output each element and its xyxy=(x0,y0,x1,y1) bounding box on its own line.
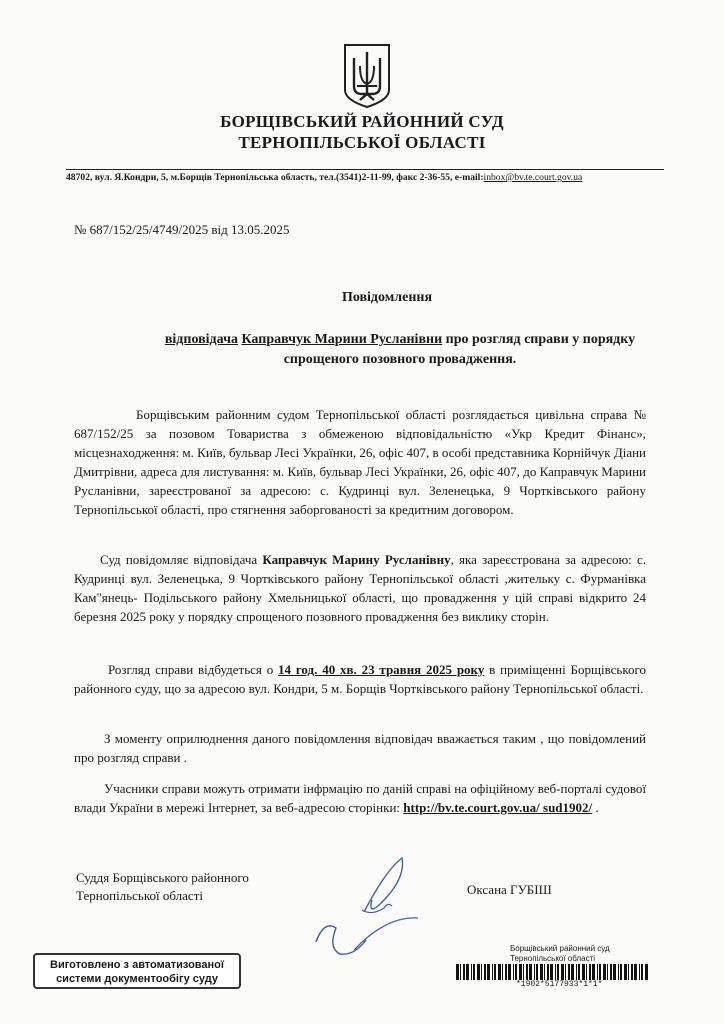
document-title: Повідомлення xyxy=(341,290,433,305)
court-website-link[interactable]: http://bv.te.court.gov.ua/ sud1902/ xyxy=(403,800,593,815)
court-address: 48702, вул. Я.Кондри, 5, м.Борщів Тернопільська область, тел.(3541)2-11-99, факс 2-36-55, e-mail:inbox@bv.te.court.gov.ua xyxy=(66,172,583,183)
handwritten-signature xyxy=(306,850,436,960)
court-email-link[interactable]: inbox@bv.te.court.gov.ua xyxy=(483,172,583,183)
barcode-image xyxy=(456,964,650,980)
document-subject: відповідача Каправчук Марини Русланівни про розгляд справи у порядку спрощеного позовного провадження. xyxy=(164,332,636,367)
subject-name: Каправчук Марини Русланівни xyxy=(241,332,443,347)
coat-of-arms-icon xyxy=(342,42,392,110)
judge-title-line2: Тернопільської області xyxy=(76,888,203,903)
paragraph-publication: З моменту оприлюднення даного повідомлення відповідач вважається таким , що повідомлений про розгляд справи . xyxy=(74,731,646,765)
subject-role: відповідача xyxy=(164,332,238,347)
reference-number: № 687/152/25/4749/2025 від 13.05.2025 xyxy=(74,222,290,237)
court-name-line2: ТЕРНОПІЛЬСЬКОЇ ОБЛАСТІ xyxy=(238,133,486,152)
hearing-datetime: 14 год. 40 хв. 23 травня 2025 року xyxy=(278,662,485,677)
court-name-line1: БОРЩІВСЬКИЙ РАЙОННИЙ СУД xyxy=(220,112,504,131)
barcode-label: Борщівський районний суд Тернопільської області xyxy=(510,944,610,963)
automated-system-stamp: Виготовлено з автоматизованої системи документообігу суду xyxy=(33,953,241,989)
paragraph-notice: Суд повідомляє відповідача Каправчук Марину Русланівну, яка зареєстрована за адресою: с. Кудринці вул. Зеленецька, 9 Чортківського району Тернопільської області ,жительку с. Фурманівка Кам"янець- Подільського району Хмельницької області, що провадження у цій справі відкрито 24 березня 2025 року у порядку спрощеного позовного провадження без виклику сторін. xyxy=(74,552,646,624)
header-divider xyxy=(66,169,664,170)
paragraph-web-info: Учасники справи можуть отримати інфрмацію по даній справі на офіційному веб-порталі судової влади України в мережі Інтернет, за веб-адресою сторінки: http://bv.te.court.gov.ua/ sud1902/ . xyxy=(74,781,646,815)
judge-name: Оксана ГУБІШ xyxy=(467,882,552,897)
defendant-name: Каправчук Марину Русланівну xyxy=(262,552,451,567)
paragraph-hearing: Розгляд справи відбудеться о 14 год. 40 хв. 23 травня 2025 року в приміщенні Борщівського районного суду, що за адресою вул. Кондри, 5 м. Борщів Чортківського району Тернопільської області. xyxy=(74,662,647,696)
judge-title-line1: Суддя Борщівського районного xyxy=(76,870,249,885)
paragraph-case-info: Борщівським районним судом Тернопільської області розглядається цивільна справа № 687/152/25 за позовом Товариства з обмеженою відповідальністю «Укр Кредит Фінанс», місцезнаходження: м. Київ, бульвар Лесі Українки, 26, офіс 407, в особі представника Корнійчук Діани Дмитрівни, адреса для листування: м. Київ, бульвар Лесі Українки, 26, офіс 407, до Каправчук Марини Русланівни, зареєстрованої за адресою: с. Кудринці вул. Зеленецька, 9 Чортківського району Тернопільської області, про стягнення заборгованості за кредитним договором. xyxy=(74,407,647,517)
barcode-number: *1902*5177933*1*1* xyxy=(516,980,603,989)
